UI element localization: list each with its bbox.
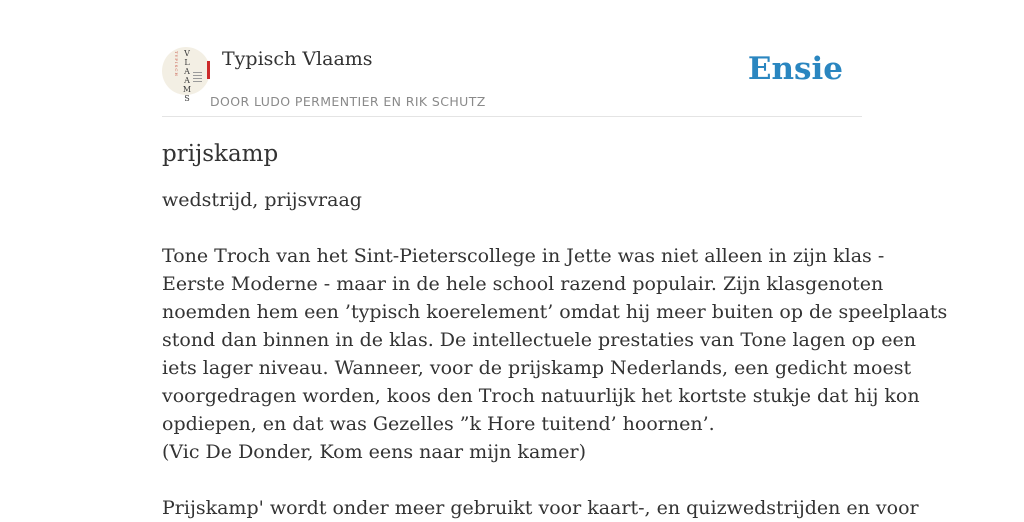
example-source: (Vic De Donder, Kom eens naar mijn kamer) xyxy=(162,441,587,463)
example-line: Tone Troch van het Sint-Pieterscollege in Jette was niet alleen in zijn klas - xyxy=(162,245,885,267)
entry-example xyxy=(162,242,948,466)
entry-definition: wedstrijd, prijsvraag xyxy=(162,189,362,211)
site-title[interactable]: Typisch Vlaams xyxy=(222,48,373,70)
example-line: stond dan binnen in de klas. De intellectuele prestaties van Tone lagen op een xyxy=(162,329,916,351)
avatar-side-text: TYPISCH xyxy=(174,51,179,77)
avatar-logo-text: V L A A M S xyxy=(182,49,192,103)
avatar-logo-lines xyxy=(193,72,202,84)
brand-logo-link[interactable]: Ensie xyxy=(747,51,843,87)
entry-content xyxy=(162,136,948,522)
site-header xyxy=(162,44,862,117)
avatar-accent xyxy=(207,61,210,79)
avatar[interactable] xyxy=(162,47,210,103)
entry-title: prijskamp xyxy=(162,141,279,167)
example-line: opdiepen, en dat was Gezelles ”k Hore tuitend’ hoornen’. xyxy=(162,413,715,435)
example-line: iets lager niveau. Wanneer, voor de prijskamp Nederlands, een gedicht moest xyxy=(162,357,912,379)
site-authors: DOOR LUDO PERMENTIER EN RIK SCHUTZ xyxy=(210,94,486,109)
example-line: voorgedragen worden, koos den Troch natuurlijk het kortste stukje dat hij kon xyxy=(162,385,920,407)
entry-note: Prijskamp' wordt onder meer gebruikt voor kaart-, en quizwedstrijden en voor xyxy=(162,497,919,519)
example-line: Eerste Moderne - maar in de hele school razend populair. Zijn klasgenoten xyxy=(162,273,884,295)
example-line: noemden hem een ’typisch koerelement’ omdat hij meer buiten op de speelplaats xyxy=(162,301,948,323)
